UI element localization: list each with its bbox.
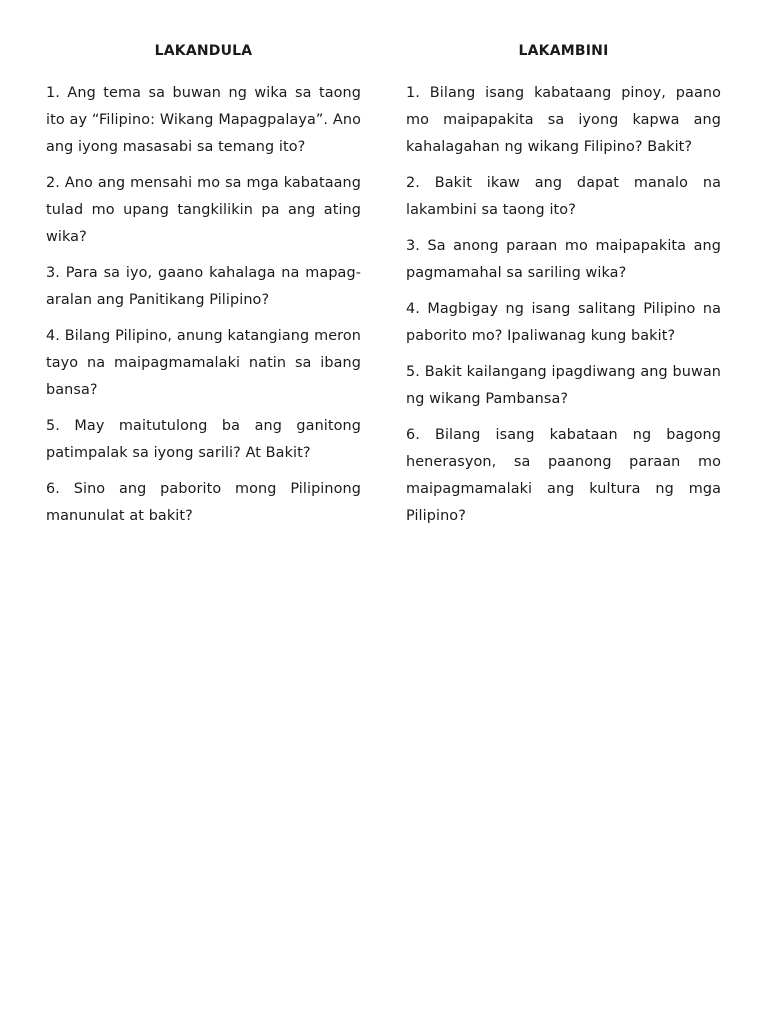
lakambini-column: [406, 40, 721, 539]
lakambini-question-4: 4. Magbigay ng isang salitang Pilipino na paborito mo? Ipaliwanag kung bakit?: [406, 301, 721, 344]
lakandula-question-1: 1. Ang tema sa buwan ng wika sa taong ito ay “Filipino: Wikang Mapagpalaya”. Ano ang iyong masasabi sa temang ito?: [46, 85, 361, 155]
lakandula-column: [46, 40, 361, 539]
lakambini-question-5: 5. Bakit kailangang ipagdiwang ang buwan ng wikang Pambansa?: [406, 364, 721, 407]
lakandula-question-4: 4. Bilang Pilipino, anung katangiang meron tayo na maipagmamalaki natin sa ibang bansa?: [46, 328, 361, 398]
lakambini-heading: LAKAMBINI: [518, 43, 609, 59]
lakandula-heading: LAKANDULA: [154, 43, 253, 59]
lakambini-question-1: 1. Bilang isang kabataang pinoy, paano mo maipapakita sa iyong kapwa ang kahalagahan ng wikang Filipino? Bakit?: [406, 85, 721, 155]
lakambini-question-3: 3. Sa anong paraan mo maipapakita ang pagmamahal sa sariling wika?: [406, 238, 721, 281]
lakambini-question-6: 6. Bilang isang kabataan ng bagong henerasyon, sa paanong paraan mo maipagmamalaki ang kultura ng mga Pilipino?: [406, 427, 721, 524]
lakandula-question-2: 2. Ano ang mensahi mo sa mga kabataang tulad mo upang tangkilikin pa ang ating wika?: [46, 175, 361, 245]
lakandula-question-5: 5. May maitutulong ba ang ganitong patimpalak sa iyong sarili? At Bakit?: [46, 418, 361, 461]
lakambini-question-2: 2. Bakit ikaw ang dapat manalo na lakambini sa taong ito?: [406, 175, 721, 218]
lakandula-question-6: 6. Sino ang paborito mong Pilipinong manunulat at bakit?: [46, 481, 361, 524]
lakandula-question-3: 3. Para sa iyo, gaano kahalaga na mapag-aralan ang Panitikang Pilipino?: [46, 265, 361, 308]
